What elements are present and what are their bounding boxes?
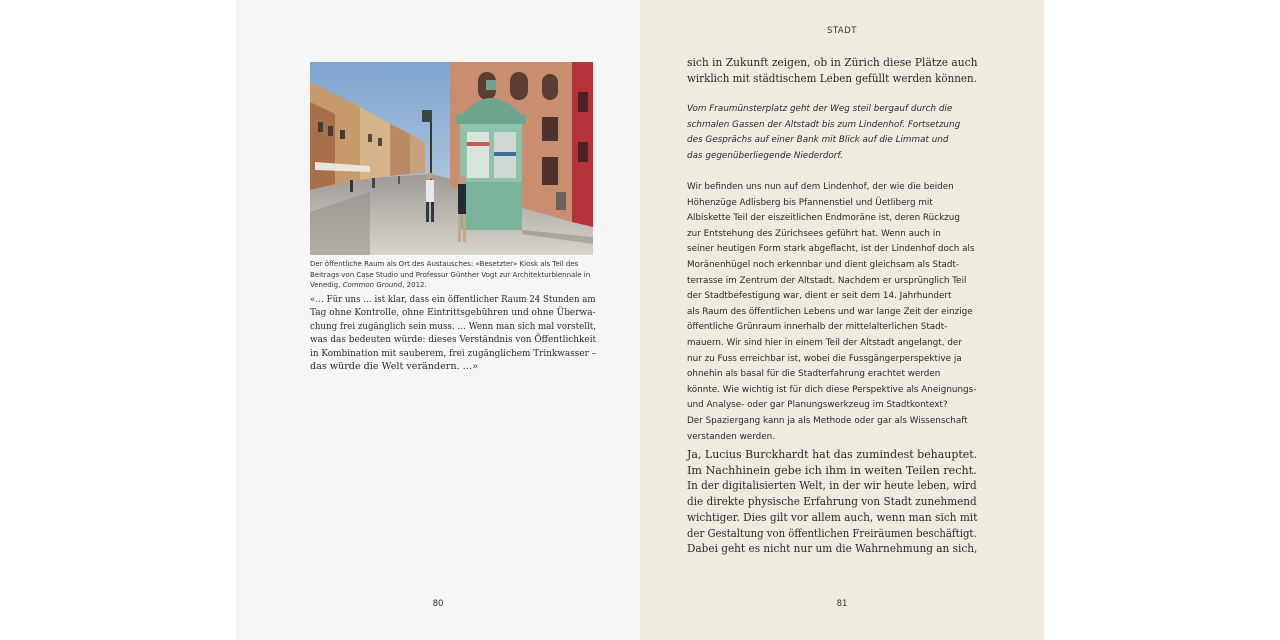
quote-line: in Kombination mit sauberem, frei zugänglichem Trinkwasser – [310, 347, 597, 359]
quote-line: das würde die Welt verändern. …» [310, 361, 479, 373]
answer-line: Ja, Lucius Burckhardt hat das zumindest behauptet. [687, 447, 978, 461]
question-line: als Raum des öffentlichen Lebens und war lange Zeit der einzige [687, 306, 973, 317]
left-page [236, 0, 640, 640]
question-paragraph [687, 180, 977, 445]
question-line: ohnehin als basal für die Stadterfahrung erachtet werden [687, 369, 941, 380]
intro-paragraph [687, 55, 977, 86]
quote-line: «… Für uns … ist klar, dass ein öffentlicher Raum 24 Stunden am [310, 294, 596, 305]
caption-line-1: Der öffentliche Raum als Ort des Austausches: «Besetzter» Kiosk als Teil des [310, 260, 579, 268]
answer-line: In der digitalisierten Welt, in der wir heute leben, wird [687, 478, 977, 493]
question-line: Albiskette Teil der eiszeitlichen Endmoräne ist, deren Rückzug [687, 213, 960, 224]
answer-line: wichtiger. Dies gilt vor allem auch, wenn man sich mit [687, 509, 978, 524]
question-line: Wir befinden uns nun auf dem Lindenhof, der wie die beiden [687, 182, 954, 192]
question-line: zur Entstehung des Zürichsees geführt hat. Wenn auch in [687, 228, 941, 239]
answer-line: die direkte physische Erfahrung von Stadt zunehmend [687, 494, 977, 509]
italic-line: des Gesprächs auf einer Bank mit Blick auf die Limmat und [687, 135, 949, 146]
answer-line: Dabei geht es nicht nur um die Wahrnehmung an sich, [687, 541, 978, 556]
question-line: Höhenzüge Adlisberg bis Pfannenstiel und Üetliberg mit [687, 197, 933, 208]
question-line: nur zu Fuss erreichbar ist, wobei die Fussgängerperspektive ja [687, 353, 962, 364]
italic-transition [687, 102, 977, 165]
intro-line: wirklich mit städtischem Leben gefüllt werden können. [687, 70, 977, 85]
quote-line: was das bedeuten würde: dieses Verständnis von Öffentlichkeit [310, 334, 597, 346]
italic-line: das gegenüberliegende Niederdorf. [687, 151, 844, 162]
caption-line-3-post: , 2012. [402, 281, 427, 289]
question-line: der Stadtbefestigung war, dient er seit dem 14. Jahrhundert [687, 291, 952, 302]
quote-line: Tag ohne Kontrolle, ohne Eintrittsgebühren und ohne Überwa- [310, 307, 596, 319]
page-number-left: 80 [432, 599, 444, 609]
caption-line-3 [310, 280, 593, 291]
question-line: verstanden werden. [687, 431, 776, 442]
question-line: Der Spaziergang kann ja als Methode oder gar als Wissenschaft [687, 415, 968, 426]
question-line: seiner heutigen Form stark abgeflacht, ist der Lindenhof doch als [687, 244, 975, 255]
running-head: STADT [827, 26, 857, 36]
italic-line: schmalen Gassen der Altstadt bis zum Lindenhof. Fortsetzung [687, 119, 961, 130]
kiosk-street-photo [310, 62, 593, 255]
book-spread [236, 0, 1044, 640]
question-line: öffentliche Grünraum innerhalb der mittelalterlichen Stadt- [687, 322, 948, 333]
question-line: könnte. Wie wichtig ist für dich diese Perspektive als Aneignungs- [687, 384, 977, 395]
answer-line: Im Nachhinein gebe ich ihm in weiten Teilen recht. [687, 462, 977, 477]
italic-line: Vom Fraumünsterplatz geht der Weg steil bergauf durch die [687, 104, 953, 114]
answer-paragraph [687, 447, 977, 557]
question-line: Moränenhügel noch erkennbar und dient gleichsam als Stadt- [687, 259, 960, 270]
quote-line: chung frei zugänglich sein muss. … Wenn man sich mal vorstellt, [310, 320, 596, 332]
answer-line: der Gestaltung von öffentlichen Freiräumen beschäftigt. [687, 525, 977, 540]
caption-work-title: Common Ground [342, 281, 403, 289]
right-page [640, 0, 1044, 640]
caption-line-3-pre: Venedig, [310, 281, 343, 289]
caption-line-2: Beitrags von Case Studio und Professur Günther Vogt zur Architekturbiennale in [310, 270, 591, 279]
page-number-right: 81 [836, 599, 848, 609]
intro-line: sich in Zukunft zeigen, ob in Zürich diese Plätze auch [687, 55, 978, 69]
question-line: und Analyse- oder gar Planungswerkzeug im Stadtkontext? [687, 400, 948, 411]
question-line: terrasse im Zentrum der Altstadt. Nachdem er ursprünglich Teil [687, 275, 967, 286]
photo-caption [310, 259, 593, 291]
quote-block [310, 293, 596, 373]
question-line: mauern. Wir sind hier in einem Teil der Altstadt angelangt, der [687, 337, 962, 348]
